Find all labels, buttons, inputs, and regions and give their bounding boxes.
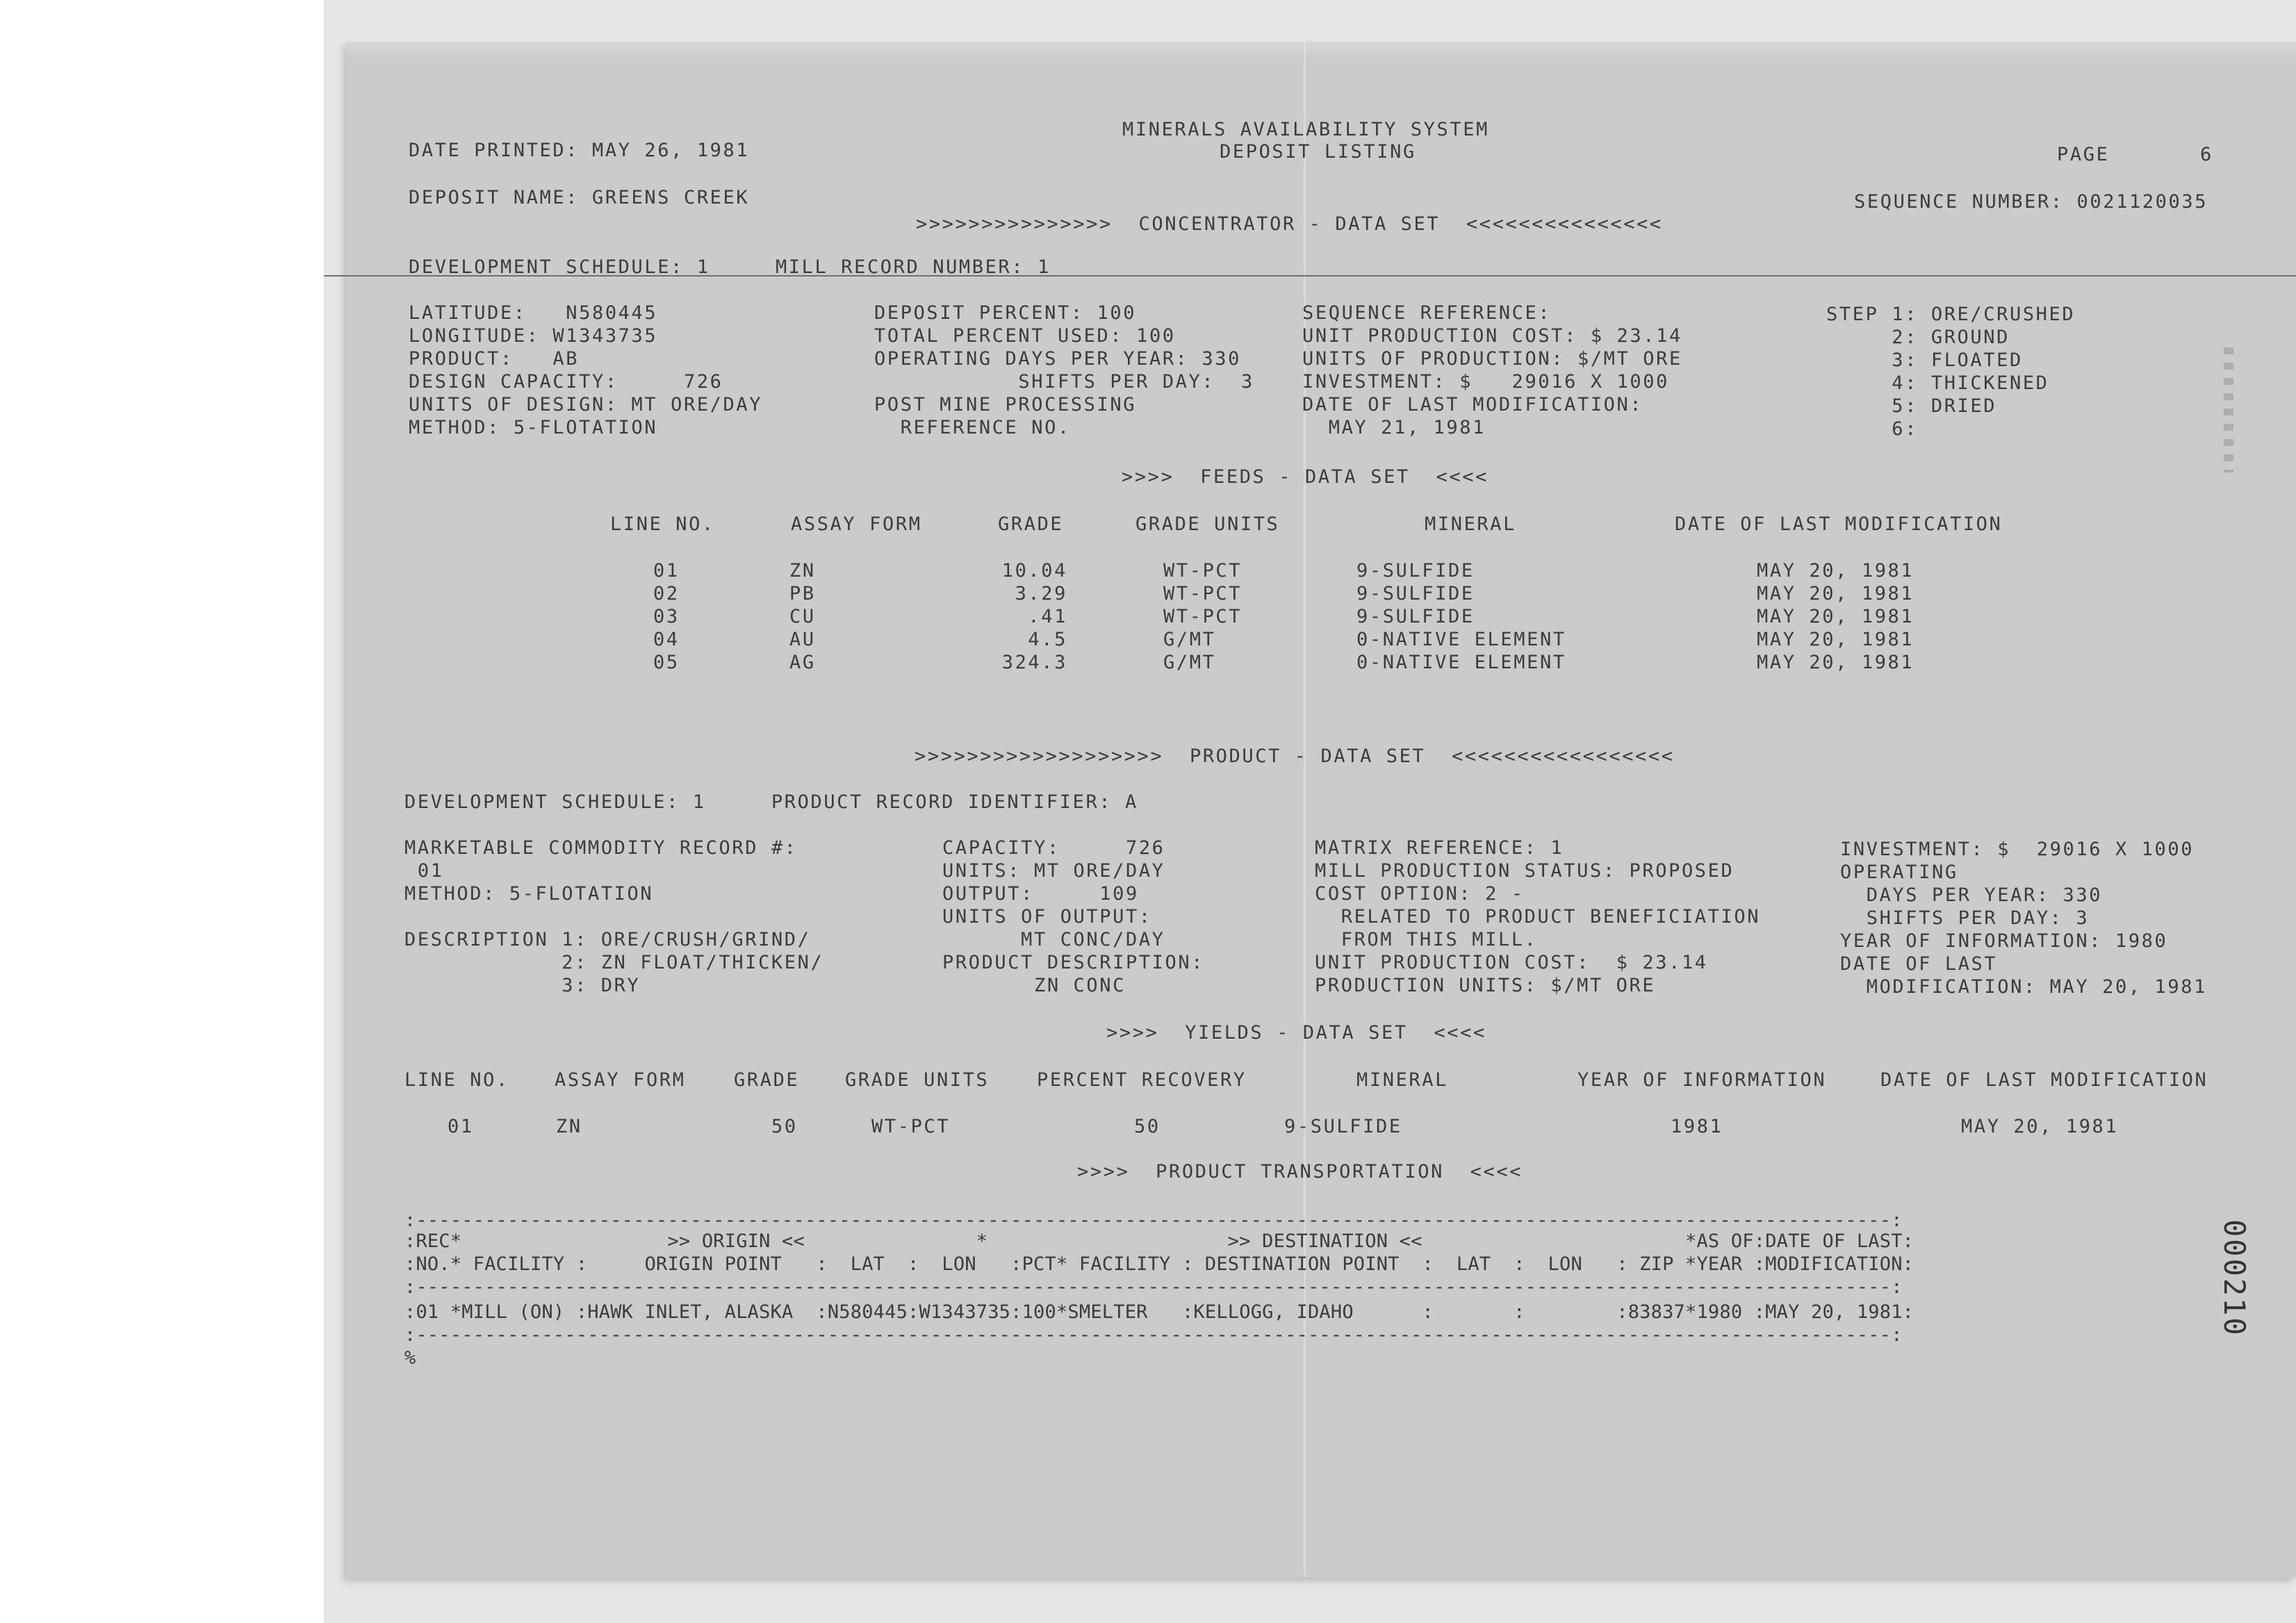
product-field: SHIFTS PER DAY: 3	[1840, 907, 2090, 929]
concentrator-field: REFERENCE NO.	[874, 417, 1071, 438]
assay-form: ZN	[556, 1116, 582, 1137]
concentrator-schedule: DEVELOPMENT SCHEDULE: 1 MILL RECORD NUMBER: 1	[409, 256, 1051, 278]
grade: .41	[1028, 606, 1067, 627]
concentrator-field: METHOD: 5-FLOTATION	[409, 417, 658, 438]
transport-line: :---------------------------------------------------------------------------------------------------------------------------------:	[404, 1276, 1903, 1298]
process-step: 6:	[1826, 418, 1918, 440]
grade-units: WT-PCT	[1163, 560, 1243, 582]
product-field: UNITS OF OUTPUT:	[942, 906, 1152, 928]
transport-end-mark: %	[404, 1347, 418, 1369]
document-number-stamp: 000210	[2217, 1219, 2252, 1337]
product-field: MARKETABLE COMMODITY RECORD #:	[404, 837, 798, 859]
mineral: 9-SULFIDE	[1356, 583, 1475, 604]
process-step: 4: THICKENED	[1826, 372, 2049, 394]
assay-form: AG	[789, 652, 816, 673]
yields-banner: >>>> YIELDS - DATA SET <<<<	[1106, 1022, 1486, 1044]
column-header: GRADE	[734, 1069, 800, 1091]
process-step: 3: FLOATED	[1826, 349, 2023, 371]
mineral: 0-NATIVE ELEMENT	[1356, 629, 1566, 650]
concentrator-field: LATITUDE: N580445	[409, 302, 658, 324]
concentrator-field: UNIT PRODUCTION COST: $ 23.14	[1302, 325, 1682, 347]
grade: 50	[771, 1116, 798, 1137]
column-header: GRADE UNITS	[845, 1069, 990, 1091]
product-field: METHOD: 5-FLOTATION	[404, 883, 654, 905]
concentrator-field: TOTAL PERCENT USED: 100	[874, 325, 1176, 347]
assay-form: AU	[789, 629, 816, 650]
page-number: 6	[2200, 144, 2213, 165]
line-no: 05	[653, 652, 680, 673]
page-label: PAGE	[2057, 144, 2110, 165]
grade: 10.04	[1001, 560, 1067, 582]
modification-date: MAY 20, 1981	[1757, 606, 1914, 627]
transport-header: :NO.* FACILITY : ORIGIN POINT : LAT : LON :PCT* FACILITY : DESTINATION POINT : LAT : LON : ZIP *YEAR :MODIFICATION:	[404, 1253, 1914, 1275]
product-field: 01	[404, 860, 444, 882]
product-field: YEAR OF INFORMATION: 1980	[1840, 930, 2168, 952]
concentrator-banner: >>>>>>>>>>>>>>> CONCENTRATOR - DATA SET <<<<<<<<<<<<<<<	[916, 213, 1663, 235]
product-field: MATRIX REFERENCE: 1	[1315, 837, 1564, 859]
mineral: 9-SULFIDE	[1356, 560, 1475, 582]
grade-units: G/MT	[1163, 652, 1216, 673]
product-field: ZN CONC	[942, 975, 1126, 996]
product-field: RELATED TO PRODUCT BENEFICIATION	[1315, 906, 1761, 928]
listing-subtitle: DEPOSIT LISTING	[1220, 141, 1416, 163]
transport-line: :---------------------------------------------------------------------------------------------------------------------------------:	[404, 1324, 1903, 1346]
assay-form: ZN	[789, 560, 816, 582]
product-field: DATE OF LAST	[1840, 953, 1998, 975]
line-no: 02	[653, 583, 680, 604]
product-field: UNITS: MT ORE/DAY	[942, 860, 1165, 882]
grade: 324.3	[1001, 652, 1067, 673]
concentrator-field: OPERATING DAYS PER YEAR: 330	[874, 348, 1241, 370]
column-header: GRADE	[998, 513, 1064, 535]
date-printed: DATE PRINTED: MAY 26, 1981	[409, 140, 750, 161]
line-no: 01	[448, 1116, 474, 1137]
product-field: OPERATING	[1840, 862, 1958, 883]
column-header: ASSAY FORM	[555, 1069, 686, 1091]
transport-banner: >>>> PRODUCT TRANSPORTATION <<<<	[1077, 1161, 1523, 1183]
product-field: MODIFICATION: MAY 20, 1981	[1840, 976, 2207, 998]
product-field: DESCRIPTION 1: ORE/CRUSH/GRIND/	[404, 929, 811, 950]
product-field: MT CONC/DAY	[942, 929, 1165, 950]
column-header: LINE NO.	[404, 1069, 509, 1091]
product-schedule: DEVELOPMENT SCHEDULE: 1 PRODUCT RECORD IDENTIFIER: A	[404, 791, 1138, 813]
modification-date: MAY 20, 1981	[1757, 560, 1914, 582]
concentrator-field: INVESTMENT: $ 29016 X 1000	[1302, 371, 1669, 393]
concentrator-field: MAY 21, 1981	[1302, 417, 1486, 438]
concentrator-field: POST MINE PROCESSING	[874, 394, 1137, 415]
concentrator-field: LONGITUDE: W1343735	[409, 325, 658, 347]
modification-date: MAY 20, 1981	[1961, 1116, 2119, 1137]
concentrator-field: DESIGN CAPACITY: 726	[409, 371, 723, 393]
transport-line: :---------------------------------------------------------------------------------------------------------------------------------:	[404, 1210, 1903, 1231]
concentrator-field: SEQUENCE REFERENCE:	[1302, 302, 1552, 324]
system-title: MINERALS AVAILABILITY SYSTEM	[1122, 119, 1489, 140]
transport-header: :REC* >> ORIGIN << * >> DESTINATION << *AS OF:DATE OF LAST:	[404, 1230, 1914, 1252]
column-header: DATE OF LAST MODIFICATION	[1675, 513, 2003, 535]
product-field: OUTPUT: 109	[942, 883, 1139, 905]
product-field: UNIT PRODUCTION COST: $ 23.14	[1315, 952, 1708, 973]
feeds-banner: >>>> FEEDS - DATA SET <<<<	[1122, 466, 1489, 488]
process-step: STEP 1: ORE/CRUSHED	[1826, 304, 2076, 325]
line-no: 01	[653, 560, 680, 582]
grade: 3.29	[1015, 583, 1067, 604]
process-step: 5: DRIED	[1826, 395, 1997, 417]
concentrator-field: UNITS OF DESIGN: MT ORE/DAY	[409, 394, 763, 415]
process-step: 2: GROUND	[1826, 327, 2010, 348]
column-header: GRADE UNITS	[1135, 513, 1280, 535]
deposit-name: DEPOSIT NAME: GREENS CREEK	[409, 187, 750, 208]
year-of-information: 1981	[1671, 1116, 1723, 1137]
grade-units: WT-PCT	[871, 1116, 951, 1137]
product-field: 3: DRY	[404, 975, 641, 996]
concentrator-field: DATE OF LAST MODIFICATION:	[1302, 394, 1643, 415]
mineral: 0-NATIVE ELEMENT	[1356, 652, 1566, 673]
product-field: PRODUCT DESCRIPTION:	[942, 952, 1205, 973]
grade-units: G/MT	[1163, 629, 1216, 650]
product-field: FROM THIS MILL.	[1315, 929, 1538, 950]
modification-date: MAY 20, 1981	[1757, 629, 1914, 650]
grade-units: WT-PCT	[1163, 606, 1243, 627]
mineral: 9-SULFIDE	[1284, 1116, 1402, 1137]
product-field: MILL PRODUCTION STATUS: PROPOSED	[1315, 860, 1735, 882]
sequence-number: SEQUENCE NUMBER: 0021120035	[1854, 191, 2208, 213]
product-field: PRODUCTION UNITS: $/MT ORE	[1315, 975, 1656, 996]
concentrator-field: SHIFTS PER DAY: 3	[874, 371, 1254, 393]
column-header: DATE OF LAST MODIFICATION	[1880, 1069, 2208, 1091]
product-field: 2: ZN FLOAT/THICKEN/	[404, 952, 824, 973]
product-field: INVESTMENT: $ 29016 X 1000	[1840, 839, 2195, 860]
column-header: LINE NO.	[610, 513, 715, 535]
concentrator-field: PRODUCT: AB	[409, 348, 580, 370]
edge-marks	[2224, 347, 2233, 472]
concentrator-field: UNITS OF PRODUCTION: $/MT ORE	[1302, 348, 1682, 370]
product-field: DAYS PER YEAR: 330	[1840, 884, 2103, 906]
assay-form: CU	[789, 606, 816, 627]
product-field: COST OPTION: 2 -	[1315, 883, 1525, 905]
modification-date: MAY 20, 1981	[1757, 652, 1914, 673]
mineral: 9-SULFIDE	[1356, 606, 1475, 627]
column-header: YEAR OF INFORMATION	[1577, 1069, 1827, 1091]
column-header: MINERAL	[1356, 1069, 1448, 1091]
line-no: 04	[653, 629, 680, 650]
column-header: MINERAL	[1425, 513, 1516, 535]
column-header: PERCENT RECOVERY	[1037, 1069, 1247, 1091]
assay-form: PB	[789, 583, 816, 604]
column-header: ASSAY FORM	[791, 513, 922, 535]
percent-recovery: 50	[1134, 1116, 1161, 1137]
modification-date: MAY 20, 1981	[1757, 583, 1914, 604]
concentrator-field: DEPOSIT PERCENT: 100	[874, 302, 1137, 324]
line-no: 03	[653, 606, 680, 627]
transport-row: :01 *MILL (ON) :HAWK INLET, ALASKA :N580445:W1343735:100*SMELTER :KELLOGG, IDAHO : : :83837*1980 :MAY 20, 1981:	[404, 1301, 1914, 1323]
paper-fold	[1304, 42, 1306, 1577]
product-field: CAPACITY: 726	[942, 837, 1165, 859]
grade: 4.5	[1028, 629, 1067, 650]
product-banner: >>>>>>>>>>>>>>>>>>> PRODUCT - DATA SET <<<<<<<<<<<<<<<<<	[915, 745, 1675, 767]
grade-units: WT-PCT	[1163, 583, 1243, 604]
